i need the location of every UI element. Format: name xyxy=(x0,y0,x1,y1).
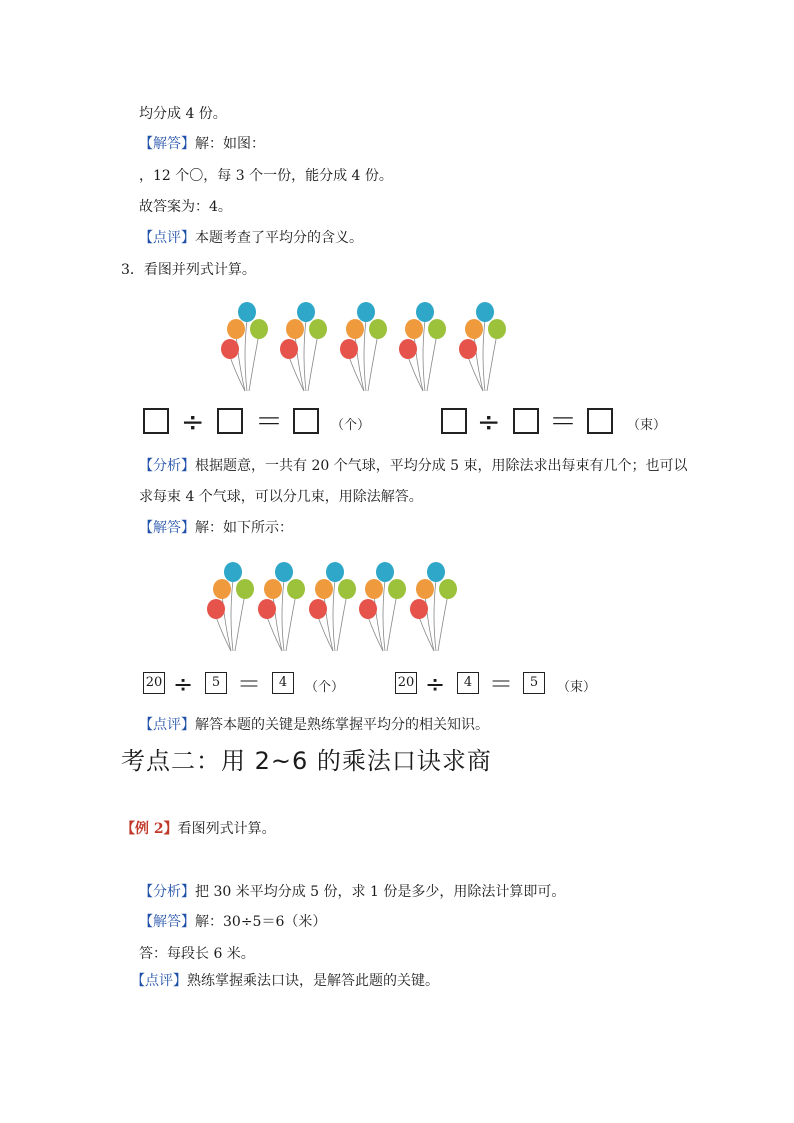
text-line: 【解答】解：30÷5＝6（米） xyxy=(139,914,327,930)
divide-sign: ÷ xyxy=(425,670,446,698)
equals-sign: ＝ xyxy=(549,405,578,438)
text-line: 故答案为：4。 xyxy=(139,199,232,215)
equals-sign: ＝ xyxy=(489,670,513,698)
question-title: 3．看图并列式计算。 xyxy=(121,262,256,278)
answer-box-filled: 5 xyxy=(523,672,545,694)
text-line: 【分析】把 30 米平均分成 5 份，求 1 份是多少，用除法计算即可。 xyxy=(139,884,566,900)
answer-box[interactable] xyxy=(587,408,613,434)
answer-box-filled: 20 xyxy=(143,672,165,694)
answer-box[interactable] xyxy=(513,408,539,434)
balloon-bunches-image xyxy=(139,550,589,655)
unit-label: （个） xyxy=(331,418,371,433)
answer-box-filled: 4 xyxy=(457,672,479,694)
text-line: ，12 个〇，每 3 个一份，能分成 4 份。 xyxy=(139,168,393,184)
section-heading: 考点二：用 2~6 的乘法口诀求商 xyxy=(121,747,492,775)
balloon-figure-question xyxy=(139,290,667,440)
divide-sign: ÷ xyxy=(181,405,205,438)
text-line: 【点评】熟练掌握乘法口诀，是解答此题的关键。 xyxy=(131,973,439,989)
equals-sign: ＝ xyxy=(237,670,261,698)
equals-sign: ＝ xyxy=(255,405,284,438)
divide-sign: ÷ xyxy=(477,405,501,438)
divide-sign: ÷ xyxy=(173,670,194,698)
text-line: 均分成 4 份。 xyxy=(139,106,227,122)
answer-box[interactable] xyxy=(293,408,319,434)
example-line: 【例 2】看图列式计算。 xyxy=(121,821,276,837)
unit-label: （束） xyxy=(627,418,667,433)
answer-box[interactable] xyxy=(143,408,169,434)
unit-label: （束） xyxy=(557,680,597,695)
answer-box[interactable] xyxy=(441,408,467,434)
text-line: 【解答】解：如下所示： xyxy=(139,520,293,536)
text-line: 答：每段长 6 米。 xyxy=(139,946,255,962)
balloon-bunches-image xyxy=(139,290,661,400)
answer-box-filled: 5 xyxy=(205,672,227,694)
unit-label: （个） xyxy=(305,680,345,695)
text-line: 求每束 4 个气球，可以分几束，用除法解答。 xyxy=(139,489,423,505)
text-line: 【解答】解：如图： xyxy=(139,136,265,152)
text-line: 【点评】本题考查了平均分的含义。 xyxy=(139,230,363,246)
answer-box-filled: 20 xyxy=(395,672,417,694)
answer-box-filled: 4 xyxy=(272,672,294,694)
balloon-figure-answer xyxy=(139,550,597,702)
text-line: 【分析】根据题意，一共有 20 个气球，平均分成 5 束，用除法求出每束有几个；也可以 xyxy=(139,458,688,474)
answer-box[interactable] xyxy=(217,408,243,434)
text-line: 【点评】解答本题的关键是熟练掌握平均分的相关知识。 xyxy=(139,717,489,733)
